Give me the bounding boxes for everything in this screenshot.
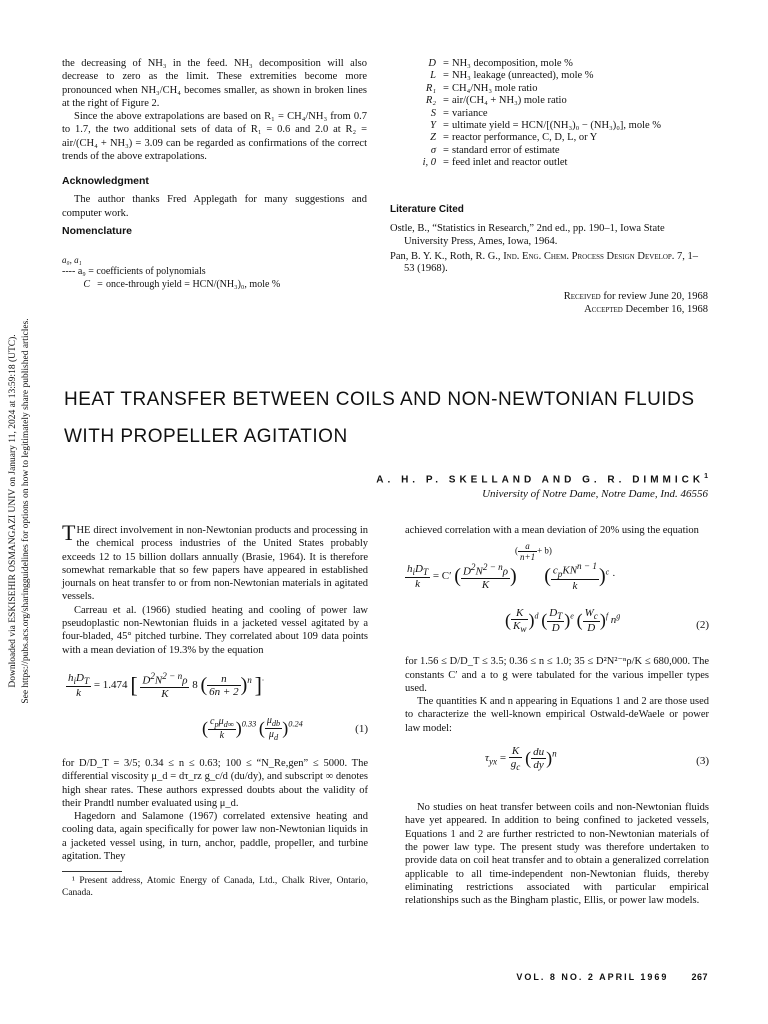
equals-sign: =	[443, 58, 449, 69]
paragraph: No studies on heat transfer between coils and non-Newtonian fluids have yet appeared. In addition to being confined to jacketed vessels, Equations 1 and 2 are further restricted to non-Newtonian materials of the power law type. The present study was therefore undertaken to provide data on coil heat transfer and to obtain a generalized correlation applicable to all time-independent non-Newtonian fluids, thereby eliminating restrictions associated with particular empirical relationships such as the Bingham plastic, Ellis, or power law models.	[405, 802, 709, 907]
nomenclature-definition: feed inlet and reactor outlet	[452, 157, 568, 169]
fraction: $\frac{D^2N^{2 - n}\rho}{K}$	[462, 562, 509, 592]
nomenclature-item	[408, 70, 708, 82]
equals-sign: =	[443, 70, 449, 82]
title-line: HEAT TRANSFER BETWEEN COILS AND NON-NEWTONIAN FLUIDS	[64, 389, 695, 410]
paragraph: for 1.56 ≤ D/D_T ≤ 3.5; 0.36 ≤ n ≤ 1.0; 35 ≤ D²N²⁻ⁿρ/K ≤ 680,000. The constants C′ and a to g were tabulated for the various impeller types used.	[405, 656, 709, 694]
equals-sign: =	[443, 107, 449, 119]
equation-1	[62, 663, 368, 753]
equals-sign: =	[443, 144, 449, 156]
fraction: $\frac{D^2N^{2 - n}\rho}{K}$	[142, 670, 188, 700]
literature-cited	[390, 204, 708, 316]
nomenclature-item	[408, 132, 708, 144]
nomenclature-definition: ultimate yield = HCN/[(NH₃)₀ − (NH₃)₀], mole %	[452, 120, 662, 132]
fraction: $\frac{n}{6n + 2}$	[209, 672, 239, 698]
fraction: $\frac{K}{K_w}$	[513, 607, 527, 635]
reference-volume: 7, 1–53 (1968).	[404, 250, 699, 275]
fraction: $\frac{h_iD_T}{k}$	[407, 563, 429, 591]
footnote: ¹ Present address, Atomic Energy of Canada, Ltd., Chalk River, Ontario, Canada.	[62, 876, 368, 898]
equals-sign: =	[443, 95, 449, 107]
nomenclature-symbol: S	[430, 107, 436, 119]
equation-2-line2: ( $\frac{K}{K_w}$ )$^d$ ( $\frac{D_T}{D}$ )$^e$ ( $\frac{W_c}{D}$ )$^f$ $n^g$	[505, 607, 621, 635]
equation-number: (2)	[696, 619, 709, 632]
accepted-date: December 16, 1968	[622, 304, 708, 316]
body-right-column	[405, 524, 709, 907]
fraction: $\frac{du}{dy}$	[533, 746, 545, 772]
paragraph: Since the above extrapolations are based on R₁ = CH₄/NH₃ from 0.7 to 1.7, the two additional sets of data of R₁ = 0.6 and 2.0 at R₂ = air/(CH₄ + NH₃) = 3.09 can be regarded as confirmations of the correct trends of the above extrapolations.	[62, 111, 367, 163]
equation-number: (3)	[696, 755, 709, 768]
fraction: $\frac{c_p\mu_{d\infty}}{k}$	[210, 715, 234, 741]
drop-cap: T	[62, 520, 76, 545]
nomenclature-right	[408, 58, 708, 170]
intro-text: HE direct involvement in non-Newtonian products and processing in the chemical process industries of the United States probably exceeds 12 to 15 billion dollars annually (Brasie, 1964). It is therefore somewhat remarkable that so few papers have appeared in established journals on heat transfer to or from non-Newtonian materials in agitated vessels.	[62, 525, 368, 603]
fraction: $\frac{c_pKN^{n - 1}}{k}$	[552, 561, 597, 593]
equals-sign: =	[443, 120, 449, 132]
accepted-label: Accepted	[584, 304, 623, 316]
reference-authors: Pan, B. Y. K., Roth, R. G.,	[390, 250, 504, 262]
title-line: WITH PROPELLER AGITATION	[64, 426, 348, 447]
paragraph: Hagedorn and Salamone (1967) correlated extensive heating and cooling data, again specifically for power law non-Newtonian liquids in a jacketed vessel using, in turn, anchor, paddle, propeller, and turbine agitation. They	[62, 811, 368, 863]
equation-1-line2: ( $\frac{c_p\mu_{d\infty}}{k}$ )$^{0.33}$ ( $\frac{\mu_{db}}{\mu_d}$ )$^{0.24}$	[202, 714, 303, 742]
authors	[330, 473, 708, 500]
equals-sign: =	[97, 278, 103, 290]
accepted-line	[390, 303, 708, 316]
nomenclature-heading: Nomenclature	[62, 224, 133, 237]
nomenclature-symbol: R₁	[425, 82, 436, 94]
nomenclature-symbol: σ	[430, 144, 436, 156]
article-title	[64, 384, 724, 452]
nomenclature-item	[408, 120, 708, 132]
nomenclature-definition: NH₃ decomposition, mole %	[452, 58, 573, 69]
fraction: $\frac{K}{g_c}$	[510, 745, 521, 773]
fraction: $\frac{W_c}{D}$	[584, 607, 598, 635]
author-footnote-mark: 1	[704, 473, 708, 480]
reference-item	[390, 251, 708, 277]
received-line	[390, 290, 708, 303]
top-left-column	[62, 57, 367, 291]
nomenclature-definition: NH₃ leakage (unreacted), mole %	[452, 70, 594, 82]
equation-2-line1: $\frac{h_iD_T}{k}$ = C′ ( $\frac{D^2N^{2 - n}\rho}{K}$ ) ( $\frac{c_pKN^{n - 1}}{k}$ )$^c$ ·	[407, 561, 616, 593]
nomenclature-symbol: D	[428, 58, 436, 69]
fraction: $\frac{D_T}{D}$	[549, 607, 563, 635]
footnote-rule	[62, 871, 122, 872]
author-names	[330, 473, 708, 485]
fraction: $\frac{h_iD_T}{k}$	[68, 671, 90, 699]
nomenclature-item	[408, 95, 708, 107]
paragraph: Carreau et al. (1966) studied heating and cooling of power law pseudoplastic non-Newtonian fluids in a jacketed vessel agitated by a four-bladed, 45° pitched turbine. They correlated about 109 data points with a mean deviation of 19.3% by the equation	[62, 604, 368, 656]
equation-2-exponent: ( $\frac{a}{n+1}$ + b)	[515, 541, 552, 563]
reference-journal: Ind. Eng. Chem. Process Design Develop.	[503, 250, 675, 262]
nomenclature-item	[408, 108, 708, 120]
equation-3	[405, 737, 709, 785]
issue-info: VOL. 8 NO. 2 APRIL 1969	[516, 972, 669, 982]
acknowledgment-heading: Acknowledgment	[62, 175, 149, 188]
literature-heading: Literature Cited	[390, 204, 464, 215]
page-number: 267	[691, 972, 708, 982]
equation-2	[405, 541, 709, 647]
nomenclature-definition: once-through yield = HCN/(NH₃)₀, mole %	[106, 278, 281, 290]
body-left-column	[62, 520, 368, 899]
author-list: A. H. P. SKELLAND AND G. R. DIMMICK	[376, 474, 705, 486]
equation-1-line1: $\frac{h_iD_T}{k}$ = 1.474 [ $\frac{D^2N^{2 - n}\rho}{K}$ 8 ( $\frac{n}{6n + 2}$ )$^n$ ]·	[68, 670, 264, 700]
acknowledgment-text: The author thanks Fred Applegath for many suggestions and computer work.	[62, 194, 367, 219]
paragraph	[62, 520, 368, 604]
paragraph: achieved correlation with a mean deviation of 20% using the equation	[405, 525, 699, 536]
nomenclature-item	[408, 157, 708, 169]
received-label: Received	[563, 291, 601, 303]
nomenclature-definition: standard error of estimate	[452, 144, 560, 156]
nomenclature-symbol: Z	[430, 132, 436, 144]
nomenclature-definition: air/(CH₄ + NH₃) mole ratio	[452, 95, 567, 107]
nomenclature-symbol: C	[83, 278, 90, 290]
nomenclature-item	[62, 279, 367, 291]
equals-sign: =	[443, 82, 449, 94]
download-notice	[7, 11, 37, 1011]
equation-number: (1)	[355, 722, 368, 735]
nomenclature-symbol: i, 0	[422, 157, 436, 169]
nomenclature-item	[408, 83, 708, 95]
fraction: $\frac{\mu_{db}}{\mu_d}$	[266, 714, 281, 742]
nomenclature-item	[408, 145, 708, 157]
nomenclature-symbol: Y	[430, 120, 436, 132]
paragraph: the decreasing of NH₃ in the feed. NH₃ decomposition will also decrease to zero as the limit. These extremities become more pronounced when NH₃/CH₄ becomes smaller, as shown in broken lines at the right of Figure 2.	[62, 58, 367, 109]
download-notice-line1: Downloaded via ESKISEHIR OSMANGAZI UNIV on January 11, 2024 at 13:59:18 (UTC).	[8, 334, 18, 688]
page-footer	[440, 972, 708, 982]
reference-item: Ostle, B., “Statistics in Research,” 2nd ed., pp. 190–1, Iowa State University Press, Ames, Iowa, 1964.	[390, 223, 665, 247]
equals-sign: =	[443, 157, 449, 169]
nomenclature-definition: reactor performance, C, D, L, or Y	[452, 132, 598, 144]
download-notice-line2: See https://pubs.acs.org/sharingguidelines for options on how to legitimately share published articles.	[21, 318, 31, 704]
nomenclature-item	[408, 58, 708, 70]
nomenclature-list	[408, 58, 708, 170]
paragraph: for D/D_T = 3/5; 0.34 ≤ n ≤ 0.63; 100 ≤ “N_Re,gen” ≤ 5000. The differential viscosity μ_d = dτ_rz g_c/d (du/dy), and subscript ∞ denotes high shear rates. These authors expressed doubts about the validity of their Prandtl number evaluated using μ_d.	[62, 757, 368, 809]
nomenclature-symbol: R₂	[425, 95, 436, 107]
nomenclature-definition: variance	[452, 107, 488, 119]
nomenclature-left	[62, 254, 367, 291]
equation-3-body: $\tau_{yx}$ = $\frac{K}{g_c}$ ( $\frac{du}{dy}$ )$^n$	[485, 745, 557, 773]
paragraph: The quantities K and n appearing in Equations 1 and 2 are those used to characterize the well-known empirical Ostwald-deWaele or power law model:	[405, 696, 709, 734]
nomenclature-definition: CH₄/NH₃ mole ratio	[452, 82, 538, 94]
affiliation: University of Notre Dame, Notre Dame, Ind. 46556	[482, 488, 708, 501]
equals-sign: =	[443, 132, 449, 144]
nomenclature-a-symbols: a₀, a₁	[62, 254, 82, 265]
nomenclature-symbol: L	[430, 70, 436, 82]
nomenclature-a-line: ---- a₉ = coefficients of polynomials	[62, 266, 206, 278]
received-date: for review June 20, 1968	[600, 291, 708, 303]
